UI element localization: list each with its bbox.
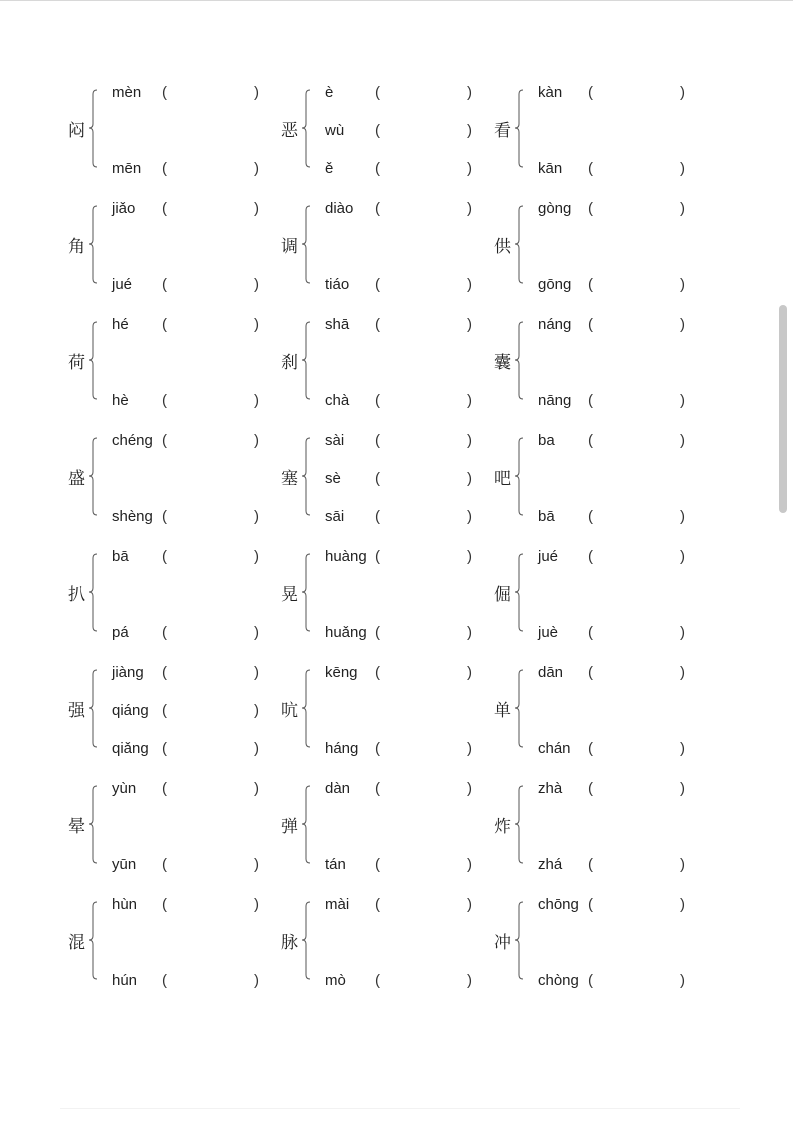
pinyin-label: sè (325, 470, 341, 487)
answer-blank-open-paren: ( (588, 664, 593, 681)
pinyin-label: mēn (112, 160, 142, 177)
answer-blank-close-paren: ) (467, 470, 472, 487)
reading-row (494, 547, 694, 567)
reading-row (68, 315, 268, 335)
answer-blank-close-paren: ) (254, 548, 259, 565)
answer-blank-close-paren: ) (254, 160, 259, 177)
bottom-divider (60, 1108, 740, 1109)
answer-blank-open-paren: ( (162, 392, 167, 409)
reading-row (281, 121, 481, 141)
reading-row (494, 895, 694, 915)
polyphone-character: 闷 (68, 121, 85, 141)
reading-row (68, 779, 268, 799)
polyphone-character: 炸 (494, 817, 511, 837)
answer-blank-open-paren: ( (162, 664, 167, 681)
polyphone-group (281, 431, 481, 529)
polyphone-group (281, 895, 481, 993)
pinyin-label: háng (325, 740, 359, 757)
answer-blank-open-paren: ( (588, 972, 593, 989)
reading-row (494, 275, 694, 295)
answer-blank-close-paren: ) (467, 122, 472, 139)
answer-blank-open-paren: ( (588, 392, 593, 409)
polyphone-character: 弹 (281, 817, 298, 837)
pinyin-label: chōng (538, 896, 579, 913)
reading-row (281, 739, 481, 759)
answer-blank-close-paren: ) (254, 702, 259, 719)
answer-blank-close-paren: ) (467, 624, 472, 641)
answer-blank-close-paren: ) (254, 276, 259, 293)
answer-blank-close-paren: ) (467, 896, 472, 913)
pinyin-label: sāi (325, 508, 345, 525)
polyphone-group (68, 547, 268, 645)
answer-blank-open-paren: ( (588, 896, 593, 913)
answer-blank-close-paren: ) (680, 316, 685, 333)
answer-blank-close-paren: ) (680, 624, 685, 641)
answer-blank-open-paren: ( (375, 624, 380, 641)
answer-blank-open-paren: ( (162, 740, 167, 757)
answer-blank-open-paren: ( (162, 856, 167, 873)
pinyin-label: gōng (538, 276, 572, 293)
polyphone-character: 晕 (68, 817, 85, 837)
answer-blank-close-paren: ) (254, 740, 259, 757)
polyphone-group (494, 895, 694, 993)
answer-blank-close-paren: ) (680, 972, 685, 989)
answer-blank-close-paren: ) (254, 896, 259, 913)
answer-blank-close-paren: ) (680, 200, 685, 217)
answer-blank-open-paren: ( (375, 470, 380, 487)
answer-blank-close-paren: ) (680, 896, 685, 913)
polyphone-character: 吭 (281, 701, 298, 721)
answer-blank-open-paren: ( (162, 780, 167, 797)
answer-blank-close-paren: ) (467, 84, 472, 101)
reading-row (68, 431, 268, 451)
answer-blank-close-paren: ) (467, 664, 472, 681)
polyphone-character: 囊 (494, 353, 511, 373)
pinyin-label: chà (325, 392, 350, 409)
reading-row (281, 159, 481, 179)
answer-blank-open-paren: ( (375, 316, 380, 333)
pinyin-label: mèn (112, 84, 142, 101)
polyphone-character: 荷 (68, 353, 85, 373)
polyphone-character: 调 (281, 237, 298, 257)
polyphone-group (494, 199, 694, 297)
reading-row (281, 855, 481, 875)
polyphone-character: 吧 (494, 469, 511, 489)
reading-row (68, 895, 268, 915)
pinyin-label: hè (112, 392, 129, 409)
answer-blank-open-paren: ( (588, 856, 593, 873)
pinyin-label: jiàng (112, 664, 144, 681)
answer-blank-open-paren: ( (162, 84, 167, 101)
answer-blank-open-paren: ( (375, 84, 380, 101)
polyphone-group (281, 779, 481, 877)
polyphone-group (68, 431, 268, 529)
answer-blank-close-paren: ) (467, 780, 472, 797)
pinyin-label: shā (325, 316, 350, 333)
answer-blank-close-paren: ) (680, 664, 685, 681)
polyphone-group (494, 663, 694, 761)
answer-blank-open-paren: ( (588, 780, 593, 797)
polyphone-group (494, 83, 694, 181)
reading-row (68, 623, 268, 643)
reading-row (494, 663, 694, 683)
answer-blank-close-paren: ) (467, 200, 472, 217)
answer-blank-open-paren: ( (375, 740, 380, 757)
polyphone-group (281, 547, 481, 645)
reading-row (68, 83, 268, 103)
answer-blank-open-paren: ( (375, 508, 380, 525)
polyphone-group (68, 663, 268, 761)
pinyin-label: zhà (538, 780, 563, 797)
answer-blank-close-paren: ) (254, 624, 259, 641)
pinyin-label: jiǎo (112, 200, 136, 217)
polyphone-character: 恶 (281, 121, 298, 141)
answer-blank-open-paren: ( (162, 896, 167, 913)
polyphone-character: 脉 (281, 933, 298, 953)
answer-blank-open-paren: ( (375, 972, 380, 989)
answer-blank-open-paren: ( (375, 432, 380, 449)
pinyin-label: chéng (112, 432, 153, 449)
answer-blank-close-paren: ) (467, 508, 472, 525)
reading-row (494, 507, 694, 527)
answer-blank-open-paren: ( (162, 548, 167, 565)
answer-blank-open-paren: ( (162, 160, 167, 177)
answer-blank-open-paren: ( (162, 316, 167, 333)
reading-row (281, 469, 481, 489)
answer-blank-close-paren: ) (680, 432, 685, 449)
polyphone-group (494, 431, 694, 529)
reading-row (494, 779, 694, 799)
polyphone-character: 晃 (281, 585, 298, 605)
pinyin-label: jué (538, 548, 559, 565)
reading-row (68, 855, 268, 875)
answer-blank-open-paren: ( (375, 276, 380, 293)
reading-row (68, 971, 268, 991)
pinyin-label: è (325, 84, 334, 101)
answer-blank-open-paren: ( (375, 548, 380, 565)
polyphone-group (281, 199, 481, 297)
pinyin-label: kàn (538, 84, 563, 101)
pinyin-label: náng (538, 316, 572, 333)
polyphone-group (68, 315, 268, 413)
polyphone-character: 刹 (281, 353, 298, 373)
answer-blank-open-paren: ( (375, 896, 380, 913)
reading-row (281, 779, 481, 799)
polyphone-character: 看 (494, 121, 511, 141)
reading-row (281, 971, 481, 991)
polyphone-group (68, 895, 268, 993)
reading-row (68, 159, 268, 179)
reading-row (68, 275, 268, 295)
polyphone-character: 供 (494, 237, 511, 257)
reading-row (494, 199, 694, 219)
pinyin-label: juè (538, 624, 559, 641)
answer-blank-open-paren: ( (588, 84, 593, 101)
polyphone-character: 强 (68, 701, 85, 721)
reading-row (281, 895, 481, 915)
pinyin-label: dān (538, 664, 564, 681)
pinyin-label: mài (325, 896, 350, 913)
pinyin-label: hùn (112, 896, 138, 913)
pinyin-label: chòng (538, 972, 579, 989)
answer-blank-close-paren: ) (254, 84, 259, 101)
answer-blank-open-paren: ( (375, 780, 380, 797)
pinyin-label: bā (538, 508, 555, 525)
answer-blank-close-paren: ) (680, 856, 685, 873)
answer-blank-open-paren: ( (375, 200, 380, 217)
answer-blank-close-paren: ) (680, 780, 685, 797)
pinyin-label: bā (112, 548, 129, 565)
pinyin-label: pá (112, 624, 129, 641)
pinyin-label: shèng (112, 508, 153, 525)
answer-blank-close-paren: ) (680, 276, 685, 293)
answer-blank-close-paren: ) (467, 316, 472, 333)
answer-blank-open-paren: ( (588, 508, 593, 525)
pinyin-label: mò (325, 972, 346, 989)
polyphone-group (494, 315, 694, 413)
reading-row (68, 391, 268, 411)
polyphone-character: 单 (494, 701, 511, 721)
polyphone-group (68, 779, 268, 877)
polyphone-group (281, 663, 481, 761)
answer-blank-open-paren: ( (588, 432, 593, 449)
answer-blank-close-paren: ) (467, 392, 472, 409)
reading-row (68, 701, 268, 721)
reading-row (494, 739, 694, 759)
answer-blank-open-paren: ( (162, 972, 167, 989)
reading-row (68, 739, 268, 759)
pinyin-label: yūn (112, 856, 137, 873)
pinyin-label: ba (538, 432, 555, 449)
answer-blank-close-paren: ) (254, 508, 259, 525)
pinyin-label: qiáng (112, 702, 149, 719)
answer-blank-close-paren: ) (467, 740, 472, 757)
answer-blank-open-paren: ( (375, 160, 380, 177)
reading-row (68, 663, 268, 683)
polyphone-character: 倔 (494, 585, 511, 605)
scrollbar-track[interactable] (779, 0, 793, 1122)
polyphone-character: 扒 (68, 585, 85, 605)
polyphone-group (494, 779, 694, 877)
answer-blank-open-paren: ( (375, 664, 380, 681)
answer-blank-close-paren: ) (680, 548, 685, 565)
polyphone-character: 角 (68, 237, 85, 257)
reading-row (281, 391, 481, 411)
pinyin-label: tiáo (325, 276, 350, 293)
polyphone-group (68, 83, 268, 181)
reading-row (281, 431, 481, 451)
pinyin-label: yùn (112, 780, 137, 797)
reading-row (281, 199, 481, 219)
answer-blank-open-paren: ( (162, 200, 167, 217)
answer-blank-open-paren: ( (375, 856, 380, 873)
answer-blank-close-paren: ) (254, 664, 259, 681)
answer-blank-open-paren: ( (588, 160, 593, 177)
reading-row (281, 275, 481, 295)
answer-blank-close-paren: ) (467, 856, 472, 873)
pinyin-label: jué (112, 276, 133, 293)
answer-blank-close-paren: ) (467, 160, 472, 177)
answer-blank-open-paren: ( (162, 508, 167, 525)
pinyin-label: huàng (325, 548, 367, 565)
answer-blank-close-paren: ) (467, 972, 472, 989)
answer-blank-close-paren: ) (680, 508, 685, 525)
reading-row (494, 391, 694, 411)
answer-blank-close-paren: ) (680, 740, 685, 757)
answer-blank-open-paren: ( (588, 624, 593, 641)
polyphone-character: 塞 (281, 469, 298, 489)
answer-blank-open-paren: ( (588, 316, 593, 333)
pinyin-label: hé (112, 316, 129, 333)
polyphone-character: 冲 (494, 933, 511, 953)
pinyin-label: sài (325, 432, 345, 449)
answer-blank-open-paren: ( (588, 276, 593, 293)
pinyin-label: kān (538, 160, 563, 177)
answer-blank-open-paren: ( (162, 624, 167, 641)
answer-blank-open-paren: ( (162, 432, 167, 449)
answer-blank-open-paren: ( (375, 122, 380, 139)
pinyin-label: tán (325, 856, 346, 873)
pinyin-label: gòng (538, 200, 572, 217)
reading-row (281, 623, 481, 643)
reading-row (494, 855, 694, 875)
polyphone-group (281, 315, 481, 413)
answer-blank-open-paren: ( (162, 276, 167, 293)
pinyin-label: huǎng (325, 624, 367, 641)
polyphone-character: 盛 (68, 469, 85, 489)
reading-row (68, 547, 268, 567)
reading-row (68, 199, 268, 219)
answer-blank-close-paren: ) (680, 160, 685, 177)
answer-blank-close-paren: ) (254, 432, 259, 449)
answer-blank-open-paren: ( (588, 740, 593, 757)
answer-blank-close-paren: ) (254, 780, 259, 797)
answer-blank-close-paren: ) (467, 432, 472, 449)
polyphone-group (281, 83, 481, 181)
pinyin-label: ě (325, 160, 334, 177)
polyphone-group (494, 547, 694, 645)
answer-blank-close-paren: ) (254, 316, 259, 333)
answer-blank-close-paren: ) (680, 392, 685, 409)
answer-blank-close-paren: ) (467, 548, 472, 565)
polyphone-group (68, 199, 268, 297)
answer-blank-close-paren: ) (467, 276, 472, 293)
reading-row (494, 431, 694, 451)
pinyin-label: hún (112, 972, 138, 989)
pinyin-label: nāng (538, 392, 572, 409)
answer-blank-open-paren: ( (588, 200, 593, 217)
pinyin-label: wù (325, 122, 345, 139)
reading-row (281, 547, 481, 567)
pinyin-label: zhá (538, 856, 563, 873)
answer-blank-close-paren: ) (254, 972, 259, 989)
polyphone-character: 混 (68, 933, 85, 953)
answer-blank-close-paren: ) (680, 84, 685, 101)
answer-blank-close-paren: ) (254, 856, 259, 873)
pinyin-label: dàn (325, 780, 351, 797)
reading-row (281, 507, 481, 527)
pinyin-label: qiǎng (112, 740, 149, 757)
scrollbar-thumb[interactable] (779, 305, 787, 513)
answer-blank-open-paren: ( (588, 548, 593, 565)
reading-row (494, 623, 694, 643)
answer-blank-close-paren: ) (254, 200, 259, 217)
answer-blank-open-paren: ( (375, 392, 380, 409)
reading-row (281, 315, 481, 335)
pinyin-label: diào (325, 200, 354, 217)
reading-row (494, 159, 694, 179)
answer-blank-open-paren: ( (162, 702, 167, 719)
reading-row (281, 83, 481, 103)
answer-blank-close-paren: ) (254, 392, 259, 409)
reading-row (494, 315, 694, 335)
reading-row (494, 971, 694, 991)
reading-row (494, 83, 694, 103)
reading-row (281, 663, 481, 683)
pinyin-label: chán (538, 740, 571, 757)
pinyin-label: kēng (325, 664, 358, 681)
reading-row (68, 507, 268, 527)
